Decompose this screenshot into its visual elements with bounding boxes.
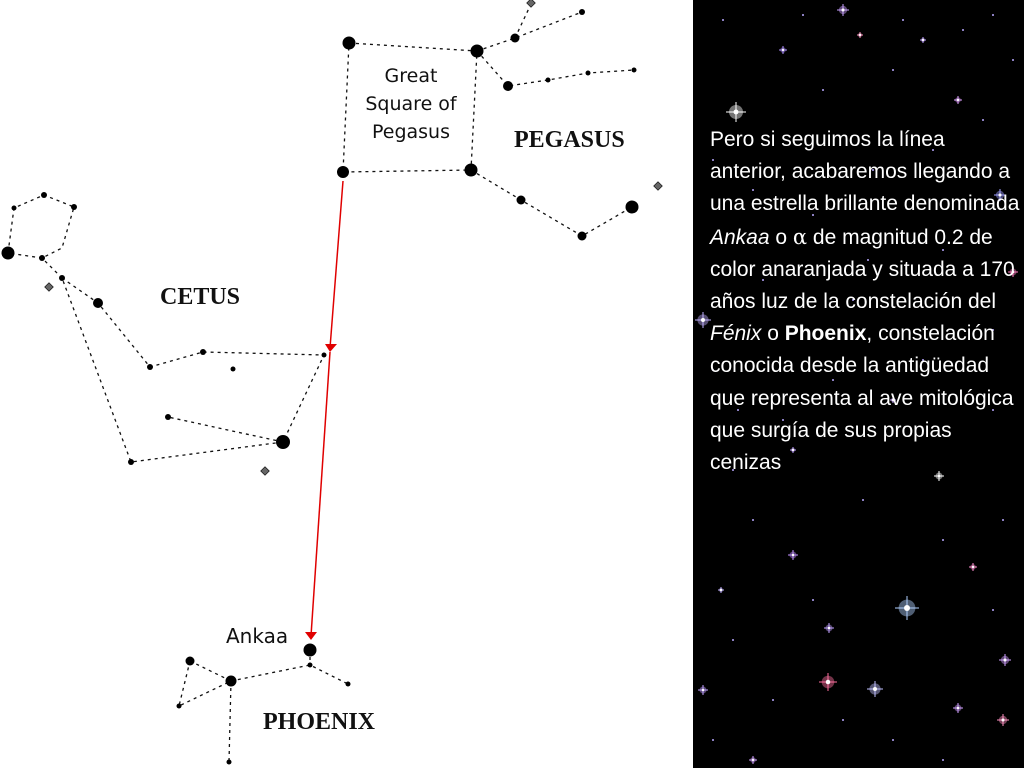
sky-star: [892, 69, 894, 71]
sky-star: [802, 14, 804, 16]
sky-star: [992, 14, 994, 16]
sky-star: [824, 623, 834, 633]
sky-star: [992, 609, 994, 611]
sky-star: [819, 673, 837, 691]
sky-star: [722, 19, 724, 21]
sky-star: [772, 699, 774, 701]
sky-star: [953, 703, 963, 713]
sky-star: [837, 4, 849, 16]
pegasus-line-top: [515, 4, 531, 38]
sky-star: [954, 96, 962, 104]
sky-star: [1002, 519, 1004, 521]
sky-star: [997, 714, 1009, 726]
star: [586, 71, 591, 76]
star: [200, 349, 206, 355]
sky-star: [920, 37, 926, 43]
phoenix-label: PHOENIX: [263, 709, 376, 735]
star: [71, 204, 77, 210]
cetus-head-line: [8, 195, 74, 258]
phoenix-line-d: [229, 681, 231, 762]
star: [503, 81, 513, 91]
diamond-marker-icon: [654, 182, 662, 190]
pegasus-line-upper: [477, 12, 582, 51]
diamond-marker-icon: [527, 0, 535, 7]
stars: [2, 9, 639, 765]
constellation-lines: [8, 4, 634, 762]
star: [304, 644, 317, 657]
star: [337, 166, 349, 178]
variable-star-markers: [45, 0, 662, 475]
phoenix-line-b: [231, 665, 348, 684]
ankaa-label: Ankaa: [226, 624, 289, 648]
star: [128, 459, 134, 465]
sky-star: [732, 639, 734, 641]
sky-star: [749, 756, 757, 764]
diamond-marker-icon: [45, 283, 53, 291]
star: [626, 201, 639, 214]
star: [579, 9, 585, 15]
caption-alpha: α: [792, 224, 808, 249]
sky-star: [788, 550, 798, 560]
arrow-head-icon: [305, 632, 317, 640]
sky-star: [726, 102, 746, 122]
star: [343, 37, 356, 50]
sky-star: [867, 681, 883, 697]
star: [177, 704, 182, 709]
caption-phoenix: Phoenix: [784, 322, 867, 346]
sky-star: [698, 685, 708, 695]
sky-star: [779, 46, 787, 54]
sky-star: [1012, 59, 1014, 61]
sky-star: [712, 739, 714, 741]
star: [186, 657, 195, 666]
sky-star: [812, 599, 814, 601]
sky-star: [695, 312, 711, 328]
star: [231, 367, 236, 372]
star: [546, 78, 551, 83]
sky-star: [902, 19, 904, 21]
pegasus-line-middle: [477, 51, 634, 86]
pointer-line: [305, 181, 343, 640]
sky-star: [842, 719, 844, 721]
sky-star: [999, 654, 1011, 666]
cetus-label: CETUS: [160, 284, 241, 310]
caption-fenix: Fénix: [710, 322, 762, 346]
diamond-marker-icon: [261, 467, 269, 475]
sky-star: [962, 29, 964, 31]
great-square-label-line-2: Square of: [365, 93, 457, 115]
caption-ankaa: Ankaa: [710, 225, 770, 249]
pegasus-label: PEGASUS: [514, 127, 625, 153]
sky-star: [942, 539, 944, 541]
caption-text: [710, 124, 1022, 479]
great-square-label-line-3: Pegasus: [371, 121, 451, 143]
sky-star: [822, 89, 824, 91]
star: [93, 298, 103, 308]
star: [41, 192, 47, 198]
caption-part-4: o: [761, 322, 785, 346]
sky-star: [892, 739, 894, 741]
sky-star: [942, 759, 944, 761]
star: [322, 353, 327, 358]
arrow-head-icon: [325, 344, 337, 352]
star: [276, 435, 290, 449]
caption-part-1: Pero si seguimos la línea anterior, acabaremos llegando a una estrella brillante denominada: [710, 128, 1020, 216]
star: [2, 247, 15, 260]
great-square-label-line-1: Great: [384, 65, 438, 87]
caption-part-2: o: [769, 225, 793, 249]
star: [12, 206, 17, 211]
star: [578, 232, 587, 241]
pegasus-line-lower: [471, 170, 632, 236]
star: [465, 164, 478, 177]
sky-star: [718, 587, 724, 593]
sky-star: [895, 596, 919, 620]
caption-part-5: , constelación conocida desde la antigüedad que representa al ave mitológica que surgía de sus propias cenizas: [710, 322, 1014, 475]
sky-star: [857, 32, 863, 38]
star: [147, 364, 153, 370]
star: [39, 255, 45, 261]
star: [511, 34, 520, 43]
star: [346, 682, 351, 687]
sky-star: [752, 519, 754, 521]
star: [165, 414, 171, 420]
star: [632, 68, 637, 73]
cetus-tail-line: [168, 417, 283, 442]
caption-part-3: de magnitud 0.2 de color anaranjada y situada a 170 años luz de la constelación del: [710, 225, 1015, 314]
star: [471, 45, 484, 58]
sky-star: [982, 119, 984, 121]
star: [59, 275, 65, 281]
cetus-head-line-2: [42, 258, 62, 278]
star: [227, 760, 232, 765]
star: [308, 663, 313, 668]
star: [226, 676, 237, 687]
sky-star: [862, 499, 864, 501]
sky-star: [969, 563, 977, 571]
star: [517, 196, 526, 205]
phoenix-line-a: [179, 661, 231, 706]
